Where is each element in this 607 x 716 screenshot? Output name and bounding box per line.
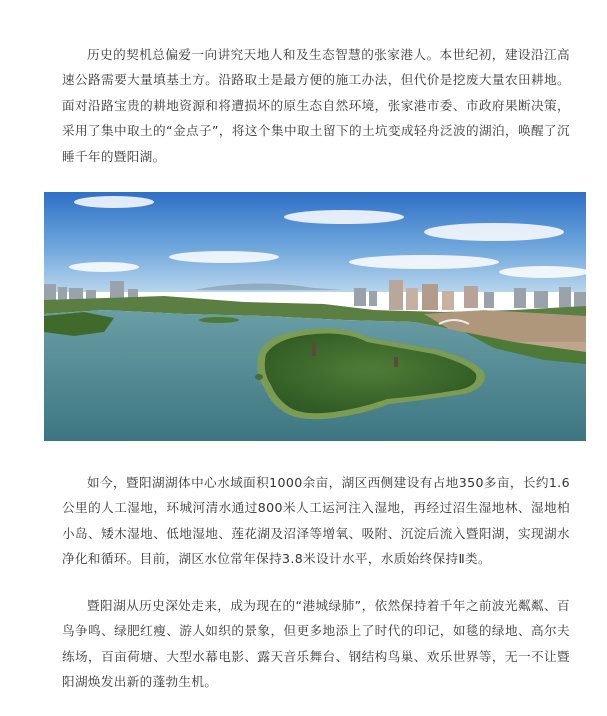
article-paragraph-2: 如今，暨阳湖湖体中心水域面积1000余亩，湖区西侧建设有占地350多亩，长约1.6公里的人工湿地，环城河清水通过800米人工运河注入湿地，再经过沼生湿地林、湿地柏小岛、矮木湿地、低地湿地、莲花湖及沼泽等增氧、吸附、沉淀后流入暨阳湖，实现湖水净化和循环。目前，湖区水位常年保持3.8米设计水平，水质始终保持Ⅱ类。: [62, 475, 570, 567]
pavilion: [312, 342, 316, 356]
islet: [199, 317, 239, 323]
article-paragraph-3: 暨阳湖从历史深处走来，成为现在的“港城绿肺”，依然保持着千年之前波光粼粼、百鸟争鸣、绿肥红瘦、游人如织的景象，但更多地添上了时代的印记，如毯的绿地、高尔夫练场，百亩荷塘、大型水幕电影、露天音乐舞台、钢结构鸟巢、欢乐世界等，无一不让暨阳湖焕发出新的蓬勃生机。: [62, 598, 570, 690]
lake-aerial-photo: [44, 192, 586, 441]
pavilion-small: [394, 357, 398, 367]
islet: [255, 374, 263, 380]
article-paragraph-1: 历史的契机总偏爱一向讲究天地人和及生态智慧的张家港人。本世纪初，建设沿江高速公路需要大量填基土方。沿路取土是最方便的施工办法，但代价是挖废大量农田耕地。面对沿路宝贵的耕地资源和将遭损坏的原生态自然环境，张家港市委、市政府果断决策，采用了集中取土的“金点子”，将这个集中取土留下的土坑变成轻舟泛波的湖泊，唤醒了沉睡千年的暨阳湖。: [62, 47, 570, 164]
